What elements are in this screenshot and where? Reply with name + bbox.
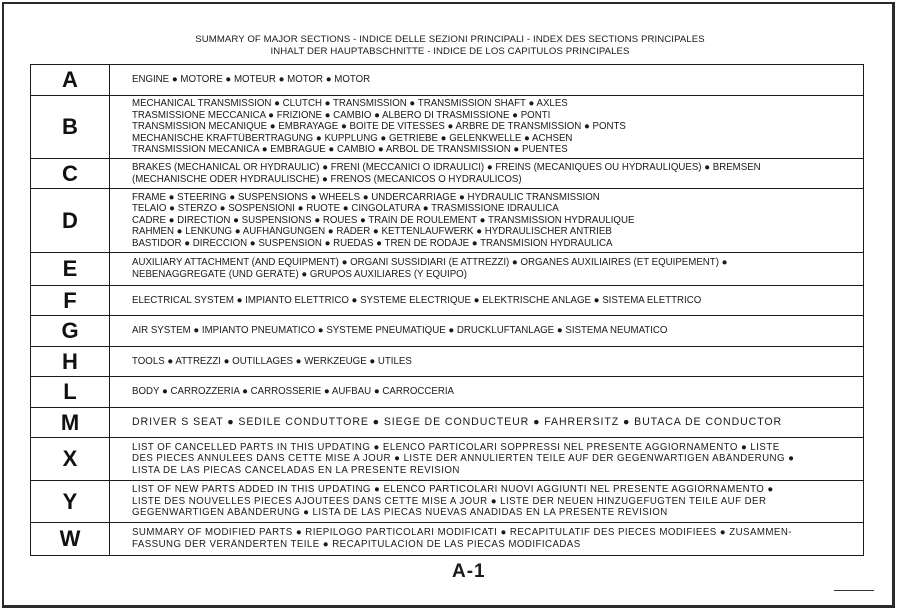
- description-line: DES PIECES ANNULEES DANS CETTE MISE A JOUR ● LISTE DER ANNULIERTEN TEILE AUF DER GEGENWARTIGEN ABÄNDERUNG ●: [132, 453, 795, 465]
- section-row-f: [31, 285, 863, 315]
- description-line: LIST OF CANCELLED PARTS IN THIS UPDATING ● ELENCO PARTICOLARI SOPPRESSI NEL PRESENTE AGGIORNAMENTO ● LISTE: [132, 441, 780, 453]
- section-row-w: [31, 522, 863, 555]
- document-header: [0, 34, 900, 58]
- sections-index-table: [30, 64, 864, 556]
- header-line-1: SUMMARY OF MAJOR SECTIONS - INDICE DELLE SEZIONI PRINCIPALI - INDEX DES SECTIONS PRINCIPALES: [195, 34, 705, 45]
- section-row-g: [31, 315, 863, 346]
- description-line: TRASMISSIONE MECCANICA ● FRIZIONE ● CAMBIO ● ALBERO DI TRASMISSIONE ● PONTI: [132, 109, 551, 121]
- section-row-e: [31, 252, 863, 285]
- section-description: [110, 189, 863, 252]
- section-letter: G: [31, 316, 110, 346]
- divider: [834, 590, 874, 591]
- description-line: DRIVER S SEAT ● SEDILE CONDUTTORE ● SIEGE DE CONDUCTEUR ● FAHRERSITZ ● BUTACA DE CONDUCTOR: [132, 416, 783, 428]
- section-letter: A: [31, 65, 110, 95]
- section-letter: X: [31, 438, 110, 480]
- section-row-l: [31, 376, 863, 407]
- description-line: AUXILIARY ATTACHMENT (AND EQUIPMENT) ● ORGANI SUSSIDIARI (E ATTREZZI) ● ORGANES AUXILIAIRES (ET EQUIPEMENT) ●: [132, 257, 728, 269]
- section-letter: Y: [31, 481, 110, 522]
- section-letter: H: [31, 347, 110, 376]
- description-line: FRAME ● STEERING ● SUSPENSIONS ● WHEELS ● UNDERCARRIAGE ● HYDRAULIC TRANSMISSION: [132, 191, 600, 203]
- section-row-c: [31, 158, 863, 188]
- description-line: TRANSMISSION MECANIQUE ● EMBRAYAGE ● BOITE DE VITESSES ● ARBRE DE TRANSMISSION ● PONTS: [132, 121, 626, 133]
- description-line: RAHMEN ● LENKUNG ● AUFHÄNGUNGEN ● RÄDER ● KETTENLAUFWERK ● HYDRAULISCHER ANTRIEB: [132, 226, 612, 238]
- description-line: AIR SYSTEM ● IMPIANTO PNEUMATICO ● SYSTEME PNEUMATIQUE ● DRUCKLUFTANLAGE ● SISTEMA NEUMATICO: [132, 325, 668, 337]
- description-line: ENGINE ● MOTORE ● MOTEUR ● MOTOR ● MOTOR: [132, 74, 371, 86]
- section-description: [110, 286, 863, 315]
- description-line: LIST OF NEW PARTS ADDED IN THIS UPDATING ● ELENCO PARTICOLARI NUOVI AGGIUNTI NEL PRESENTE AGGIORNAMENTO ●: [132, 484, 774, 496]
- header-line-2: INHALT DER HAUPTABSCHNITTE - INDICE DE LOS CAPITULOS PRINCIPALES: [270, 46, 630, 57]
- description-line: SUMMARY OF MODIFIED PARTS ● RIEPILOGO PARTICOLARI MODIFICATI ● RECAPITULATIF DES PIECES MODIFIEES ● ZUSAMMEN-: [132, 527, 792, 539]
- section-description: [110, 377, 863, 407]
- section-letter: E: [31, 253, 110, 285]
- description-line: ELECTRICAL SYSTEM ● IMPIANTO ELETTRICO ● SYSTEME ELECTRIQUE ● ELEKTRISCHE ANLAGE ● SISTEMA ELETTRICO: [132, 294, 702, 306]
- description-line: LISTE DES NOUVELLES PIECES AJOUTEES DANS CETTE MISE A JOUR ● LISTE DER NEUEN HINZUGEFUGTEN TEILE AUF DER: [132, 495, 767, 507]
- section-description: [110, 523, 863, 555]
- description-line: MECHANISCHE KRAFTÜBERTRAGUNG ● KUPPLUNG ● GETRIEBE ● GELENKWELLE ● ACHSEN: [132, 132, 573, 144]
- section-description: [110, 316, 863, 346]
- description-line: TOOLS ● ATTREZZI ● OUTILLAGES ● WERKZEUGE ● UTILES: [132, 355, 412, 367]
- section-row-h: [31, 346, 863, 376]
- section-letter: W: [31, 523, 110, 555]
- description-line: GEGENWARTIGEN ABÄNDERUNG ● LISTA DE LAS PIECAS NUEVAS ANADIDAS EN LA PRESENTE REVISION: [132, 507, 668, 519]
- section-row-m: [31, 407, 863, 437]
- description-line: MECHANICAL TRANSMISSION ● CLUTCH ● TRANSMISSION ● TRANSMISSION SHAFT ● AXLES: [132, 98, 568, 110]
- description-line: CADRE ● DIRECTION ● SUSPENSIONS ● ROUES ● TRAIN DE ROULEMENT ● TRANSMISSION HYDRAULIQUE: [132, 214, 635, 226]
- section-row-d: [31, 188, 863, 252]
- description-line: NEBENAGGREGATE (UND GERÄTE) ● GRUPOS AUXILIARES (Y EQUIPO): [132, 269, 467, 280]
- section-letter: L: [31, 377, 110, 407]
- section-letter: M: [31, 408, 110, 437]
- section-row-y: [31, 480, 863, 522]
- section-description: [110, 253, 863, 285]
- section-letter: C: [31, 159, 110, 188]
- description-line: (MECHANISCHE ODER HYDRAULISCHE) ● FRENOS (MECANICOS O HYDRAULICOS): [132, 173, 522, 185]
- section-description: [110, 65, 863, 95]
- section-row-x: [31, 437, 863, 480]
- description-line: BASTIDOR ● DIRECCIÓN ● SUSPENSIÓN ● RUEDAS ● TREN DE RODAJE ● TRANSMISIÓN HYDRÁULICA: [132, 237, 613, 249]
- description-line: BODY ● CARROZZERIA ● CARROSSERIE ● AUFBAU ● CARROCCERIA: [132, 386, 454, 398]
- section-letter: D: [31, 189, 110, 252]
- section-row-a: [31, 65, 863, 95]
- section-description: [110, 96, 863, 158]
- description-line: TRANSMISSION MECANICA ● EMBRAGUE ● CAMBIO ● ARBOL DE TRANSMISSION ● PUENTES: [132, 144, 568, 156]
- description-line: FASSUNG DER VERÄNDERTEN TEILE ● RECAPITULACION DE LAS PIECAS MODIFICADAS: [132, 539, 581, 550]
- description-line: TELAIO ● STERZO ● SOSPENSIONI ● RUOTE ● CINGOLATURA ● TRASMISSIONE IDRAULICA: [132, 203, 559, 215]
- section-letter: F: [31, 286, 110, 315]
- section-description: [110, 408, 863, 437]
- description-line: LISTA DE LAS PIECAS CANCELADAS EN LA PRESENTE REVISION: [132, 464, 460, 476]
- section-description: [110, 347, 863, 376]
- page-number: A-1: [452, 561, 486, 582]
- section-description: [110, 481, 863, 522]
- section-description: [110, 159, 863, 188]
- section-letter: B: [31, 96, 110, 158]
- section-row-b: [31, 95, 863, 158]
- description-line: BRAKES (MECHANICAL OR HYDRAULIC) ● FRENI (MECCANICI O IDRAULICI) ● FREINS (MECANIQUES OU HYDRAULIQUES) ● BREMSEN: [132, 161, 761, 173]
- section-description: [110, 438, 863, 480]
